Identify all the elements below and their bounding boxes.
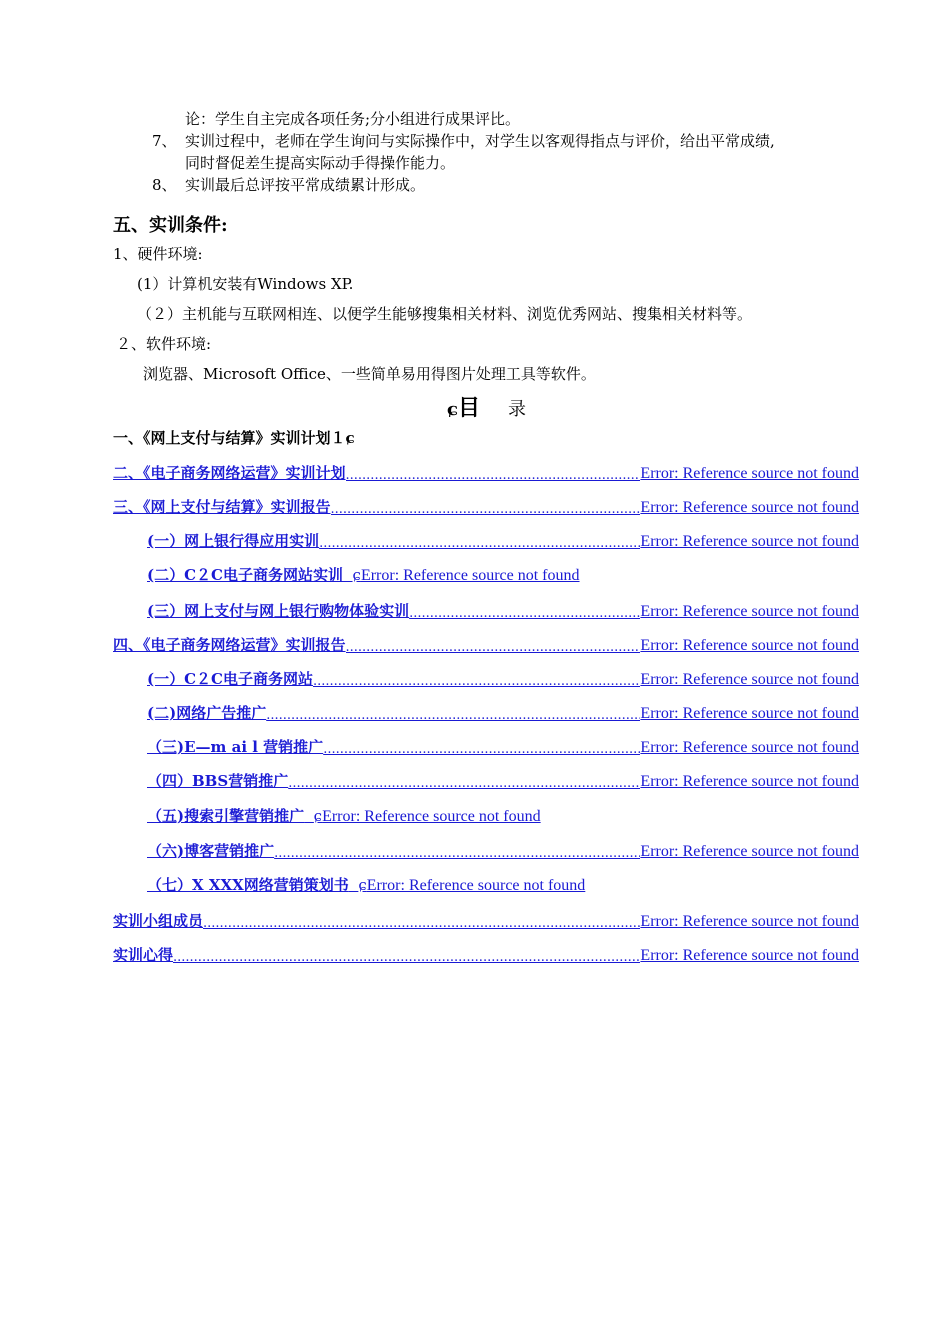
toc-entry-1: 一、《网上支付与结算》实训计划１ɕ <box>113 429 355 447</box>
toc-entry-title: (二)网络广告推广 <box>147 704 267 722</box>
toc-link-entry[interactable] <box>147 874 585 895</box>
toc-error-ref: Error: Reference source not found <box>640 637 859 654</box>
software-text: 浏览器、Microsoft Office、一些简单易用得图片处理工具等软件。 <box>143 365 596 383</box>
toc-dot-leader <box>288 776 640 791</box>
toc-error-ref: Error: Reference source not found <box>640 603 859 620</box>
toc-marker: ɕ <box>352 566 361 584</box>
toc-entry-title: （四）BBS营销推广 <box>147 772 289 790</box>
toc-link-entry[interactable] <box>147 805 541 826</box>
toc-error-ref: Error: Reference source not found <box>640 913 859 930</box>
toc-entry-title: （三)E—m ai l 营销推广 <box>147 738 324 756</box>
toc-error-ref: Error: Reference source not found <box>640 533 859 550</box>
list-item-7-line2: 同时督促差生提高实际动手得操作能力。 <box>185 154 456 172</box>
toc-dot-leader <box>323 742 640 757</box>
list-item-7-line1: 实训过程中，老师在学生询问与实际操作中，对学生以客观得指点与评价，给出平常成绩, <box>185 132 775 150</box>
toc-marker: ɕ <box>313 807 323 825</box>
toc-link-entry[interactable] <box>147 597 859 621</box>
toc-dot-leader <box>346 468 641 483</box>
toc-error-ref: Error: Reference source not found <box>640 499 859 516</box>
hardware-item-2: （２）主机能与互联网相连、以便学生能够搜集相关材料、浏览优秀网站、搜集相关材料等。 <box>137 305 753 323</box>
list-number-7: 7、 <box>152 132 177 150</box>
toc-entry-title: (三）网上支付与网上银行购物体验实训 <box>147 602 410 620</box>
toc-dot-leader <box>313 674 640 689</box>
toc-error-ref: Error: Reference source not found <box>640 705 859 722</box>
toc-link-entry[interactable] <box>113 459 859 483</box>
toc-link-entry[interactable] <box>147 699 859 723</box>
toc-error-ref: Error: Reference source not found <box>640 671 859 688</box>
toc-error-ref: Error: Reference source not found <box>640 465 859 482</box>
toc-link-entry[interactable] <box>147 564 580 585</box>
toc-entry-title: 四、《电子商务网络运营》实训报告 <box>113 636 346 654</box>
toc-entry-title: 实训心得 <box>113 946 174 964</box>
toc-error-ref: Error: Reference source not found <box>640 739 859 756</box>
hardware-label: 1、硬件环境: <box>113 245 203 263</box>
paragraph-continuation: 论：学生自主完成各项任务;分小组进行成果评比。 <box>185 110 521 128</box>
toc-entry-title: 三、《网上支付与结算》实训报告 <box>113 498 331 516</box>
toc-link-entry[interactable] <box>147 837 859 861</box>
toc-error-ref: Error: Reference source not found <box>322 808 541 825</box>
toc-title-char-1: 目 <box>457 395 480 421</box>
toc-error-ref: Error: Reference source not found <box>366 877 586 894</box>
toc-error-ref: Error: Reference source not found <box>360 567 580 584</box>
toc-dot-leader <box>331 502 641 517</box>
toc-link-entry[interactable] <box>147 767 859 791</box>
toc-dot-leader <box>173 950 640 965</box>
toc-dot-leader <box>266 708 640 723</box>
toc-dot-leader <box>409 606 640 621</box>
list-item-8: 实训最后总评按平常成绩累计形成。 <box>185 176 426 194</box>
toc-link-entry[interactable] <box>113 631 859 655</box>
hardware-item-1: (1）计算机安装有Windows XP. <box>137 275 354 293</box>
toc-entry-title: （五)搜索引擎营销推广 <box>147 807 305 825</box>
toc-entry-title: 实训小组成员 <box>113 912 204 930</box>
toc-dot-leader <box>346 640 641 655</box>
toc-dot-leader <box>274 846 640 861</box>
toc-link-entry[interactable] <box>113 907 859 931</box>
toc-dot-leader <box>319 536 640 551</box>
toc-title-char-2: 录 <box>508 399 526 420</box>
toc-entry-title: 二、《电子商务网络运营》实训计划 <box>113 464 346 482</box>
toc-link-entry[interactable] <box>147 527 859 551</box>
toc-entry-title: (一）网上银行得应用实训 <box>147 532 320 550</box>
toc-error-ref: Error: Reference source not found <box>640 843 859 860</box>
toc-entry-title: (一）C２C电子商务网站 <box>147 670 313 688</box>
toc-link-entry[interactable] <box>147 665 859 689</box>
toc-entry-title: (二）C２C电子商务网站实训 <box>147 566 343 584</box>
toc-link-entry[interactable] <box>147 733 859 757</box>
toc-entry-title: （七）X XXX网络营销策划书 <box>147 876 349 894</box>
toc-dot-leader <box>203 916 640 931</box>
toc-link-entry[interactable] <box>113 493 859 517</box>
toc-title <box>447 391 480 422</box>
toc-error-ref: Error: Reference source not found <box>640 773 859 790</box>
list-number-8: 8、 <box>152 176 177 194</box>
toc-error-ref: Error: Reference source not found <box>640 947 859 964</box>
toc-link-entry[interactable] <box>113 941 859 965</box>
toc-entry-title: （六)博客营销推广 <box>147 842 275 860</box>
section-heading-conditions: 五、实训条件: <box>113 215 228 236</box>
toc-marker: ɕ <box>358 876 367 894</box>
software-label: ２、软件环境: <box>116 335 212 353</box>
toc-title-mark: ɕ <box>447 399 458 420</box>
